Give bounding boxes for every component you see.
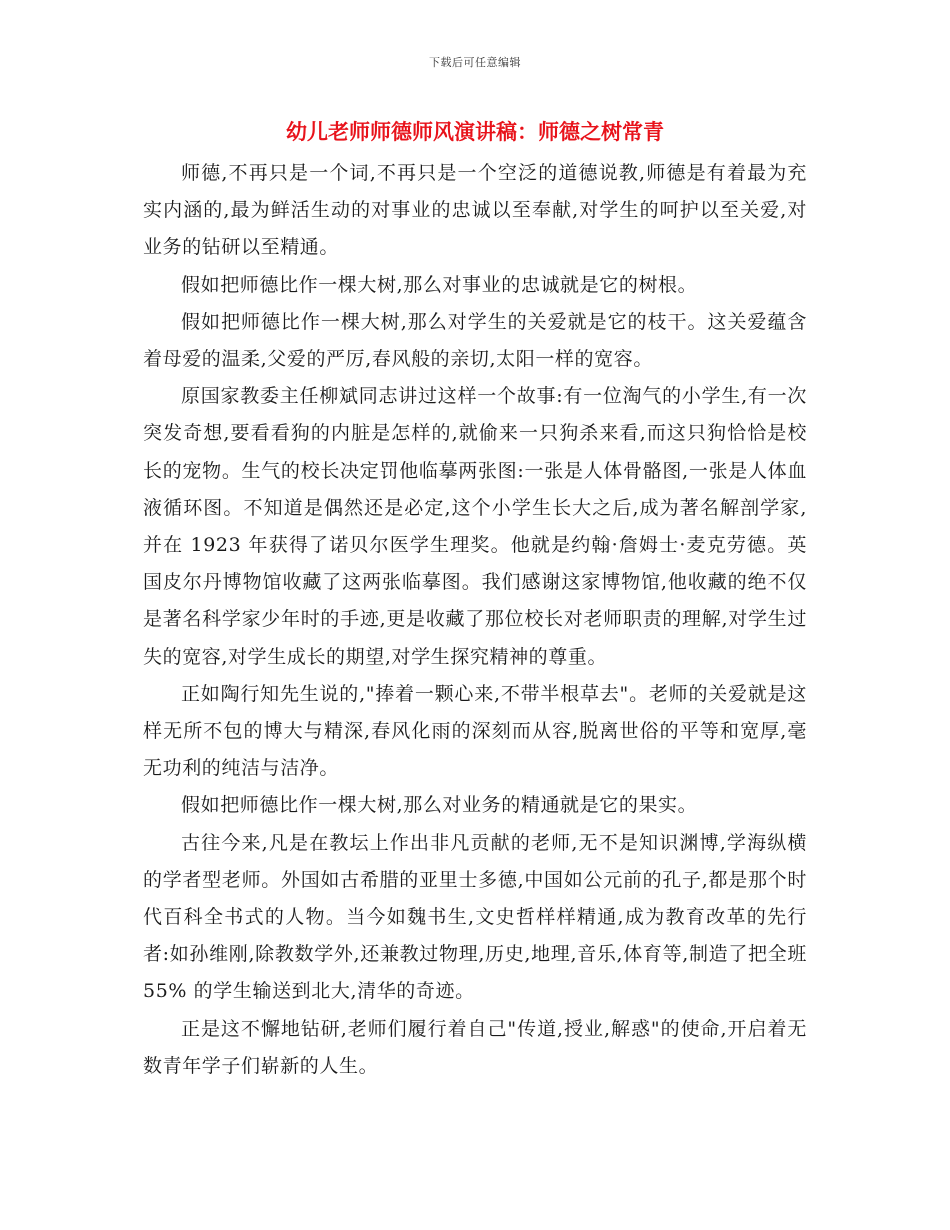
- paragraph: 古往今来,凡是在教坛上作出非凡贡献的老师,无不是知识渊博,学海纵横的学者型老师。外国如古希腊的亚里士多德,中国如公元前的孔子,都是那个时代百科全书式的人物。当今如魏书生,文史哲样样精通,成为教育改革的先行者:如孙维刚,除教数学外,还兼教过物理,历史,地理,音乐,体育等,制造了把全班55% 的学生输送到北大,清华的奇迹。: [143, 831, 807, 1003]
- paragraph: 假如把师德比作一棵大树,那么对学生的关爱就是它的枝干。这关爱蕴含着母爱的温柔,父爱的严厉,春风般的亲切,太阳一样的宽容。: [143, 310, 807, 371]
- paragraph: 正是这不懈地钻研,老师们履行着自己"传道,授业,解惑"的使命,开启着无数青年学子们崭新的人生。: [143, 1017, 807, 1077]
- paragraph: 师德,不再只是一个词,不再只是一个空泛的道德说教,师德是有着最为充实内涵的,最为鲜活生动的对事业的忠诚以至奉献,对学生的呵护以至关爱,对业务的钻研以至精通。: [143, 162, 807, 259]
- paragraph: 假如把师德比作一棵大树,那么对事业的忠诚就是它的树根。: [181, 273, 698, 296]
- document-body: [143, 155, 807, 1085]
- document-title: 幼儿老师师德师风演讲稿：师德之树常青: [286, 119, 664, 144]
- header-note: 下载后可任意编辑: [429, 56, 521, 69]
- paragraph: 正如陶行知先生说的,"捧着一颗心来,不带半根草去"。老师的关爱就是这样无所不包的博大与精深,春风化雨的深刻而从容,脱离世俗的平等和宽厚,毫无功利的纯洁与洁净。: [143, 682, 807, 780]
- paragraph: 原国家教委主任柳斌同志讲过这样一个故事:有一位淘气的小学生,有一次突发奇想,要看看狗的内脏是怎样的,就偷来一只狗杀来看,而这只狗恰恰是校长的宠物。生气的校长决定罚他临摹两张图:一张是人体骨骼图,一张是人体血液循环图。不知道是偶然还是必定,这个小学生长大之后,成为著名解剖学家,并在 1923 年获得了诺贝尔医学生理奖。他就是约翰·詹姆士·麦克劳德。英国皮尔丹博物馆收藏了这两张临摹图。我们感谢这家博物馆,他收藏的绝不仅是著名科学家少年时的手迹,更是收藏了那位校长对老师职责的理解,对学生过失的宽容,对学生成长的期望,对学生探究精神的尊重。: [143, 385, 807, 668]
- paragraph: 假如把师德比作一棵大树,那么对业务的精通就是它的果实。: [181, 794, 698, 817]
